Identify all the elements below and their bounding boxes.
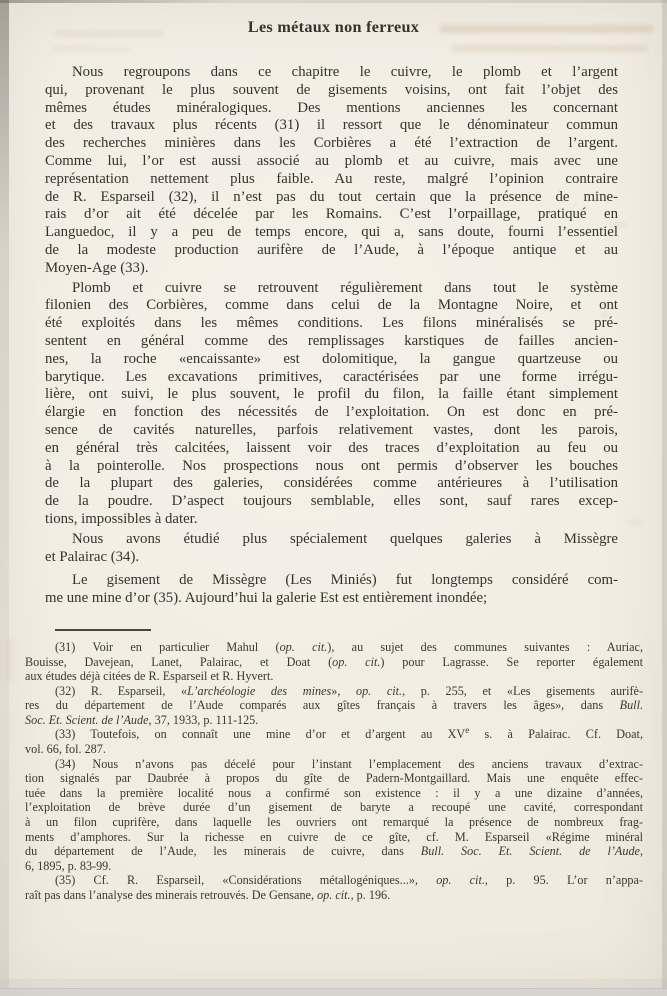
text-line: nes, la roche «encaissante» est dolomitique, la gangue quartzeuse ou — [45, 350, 618, 367]
footnote — [25, 757, 643, 874]
text-line: tion signalés par Daubrée à propos du gîte de Padern-Montgaillard. Mais une enquête effec- — [25, 771, 643, 786]
text-line: res du département de l’Aude comparés aux gîtes français à travers les âges», dans Bull. — [25, 698, 643, 713]
text-line: qui, provenant le plus souvent de gisements voisins, ont fait l’objet des — [45, 81, 618, 98]
paragraph — [45, 280, 618, 529]
text-line: de la poudre. D’aspect toujours semblable, elles sont, sauf rares excep- — [45, 493, 618, 510]
text-line: à la pointerolle. Nos prospections nous ont permis d’observer les bouches — [45, 457, 618, 474]
text-line: barytique. Les excavations primitives, caractérisées par une forme irrégu- — [45, 368, 618, 385]
text-line: des recherches minières dans les Corbières a été l’extraction de l’argent. — [45, 135, 618, 152]
footnote — [25, 727, 643, 756]
text-line: Bouisse, Davejean, Lanet, Palairac, et Doat (op. cit.) pour Lagrasse. Se reporter également — [25, 654, 643, 669]
footnote — [25, 640, 643, 684]
text-line: élargie en fonction des nécessités de l’exploitation. On est donc en pré- — [45, 404, 618, 421]
text-line: et des travaux plus récents (31) il ressort que le dénominateur commun — [45, 117, 618, 134]
text-line: du département de l’Aude, les minerais de cuivre, dans Bull. Soc. Et. Scient. de l’Aude, — [25, 844, 644, 859]
bleedthrough-artifact — [52, 46, 130, 52]
text-line: me une mine d’or (35). Aujourd’hui la galerie Est est entièrement inondée; — [45, 590, 488, 607]
text-line: (32) R. Esparseil, «L’archéologie des mines», op. cit., p. 255, et «Les gisements aurifè- — [55, 683, 644, 698]
footnote — [25, 873, 643, 902]
text-line: l’exploitation de brève durée d’un gisement de baryte a recoupé une cavité, correspondant — [25, 800, 643, 815]
scanner-strip-bottom — [0, 988, 667, 996]
page-edge-shadow-bottom — [0, 979, 667, 988]
page-edge-shadow-top — [0, 0, 667, 3]
text-line: (33) Toutefois, on connaît une mine d’or et d’argent au XVe s. à Palairac. Cf. Doat, — [55, 725, 643, 742]
text-line: sence de cavités naturelles, parfois relativement vastes, dont les parois, — [45, 421, 618, 438]
text-line: Nous avons étudié plus spécialement quelques galeries à Missègre — [72, 530, 618, 547]
text-line: Nous regroupons dans ce chapitre le cuivre, le plomb et l’argent — [72, 64, 618, 80]
bleedthrough-artifact — [452, 45, 648, 52]
text-line: Le gisement de Missègre (Les Miniés) fut longtemps considéré com- — [72, 572, 618, 589]
text-line: Moyen-Age (33). — [45, 259, 149, 276]
page-edge-shadow-left — [0, 0, 9, 996]
paragraph — [45, 531, 618, 567]
text-line: ments d’amphores. Sur la richesse en cuivre de ce gîte, cf. M. Esparseil «Régime minéral — [25, 829, 643, 844]
footnote-separator-rule — [55, 629, 151, 631]
text-line: Plomb et cuivre se retrouvent régulièrement dans tout le système — [72, 279, 618, 296]
text-line: été exploités dans les mêmes conditions. Les filons minéralisés se pré- — [45, 315, 618, 332]
paragraph — [45, 572, 618, 608]
text-line: (34) Nous n’avons pas décelé pour l’instant l’emplacement des anciens travaux d’extrac- — [55, 756, 643, 771]
text-line: Soc. Et. Scient. de l’Aude, 37, 1933, p. 111-125. — [25, 712, 259, 727]
paragraph — [45, 64, 618, 278]
text-line: rais d’or ait été décelée par les Romains. C’est l’orpaillage, pratiqué en — [45, 206, 618, 223]
page-edge-shadow-right — [662, 0, 667, 996]
text-line: lière, ont suivi, le plus souvent, le profil du filon, la faille étant simplement — [45, 386, 618, 403]
text-line: aux études déjà citées de R. Esparseil et R. Hyvert. — [25, 669, 274, 684]
text-line: de la plupart des galeries, considérées comme antérieures à l’utilisation — [45, 475, 618, 492]
footnote — [25, 684, 643, 728]
text-line: tuée dans la première localité nous a confirmé son existence : il y a une dizaine d’années, — [25, 785, 643, 800]
text-line: et Palairac (34). — [45, 548, 140, 565]
text-line: de R. Esparseil (32), il n’est pas du tout certain que la présence de mine- — [45, 188, 618, 205]
text-line: de la modeste production aurifère de l’Aude, à l’époque antique et au — [45, 241, 618, 258]
bleedthrough-artifact — [6, 640, 14, 682]
text-line: 6, 1895, p. 83-99. — [25, 858, 112, 873]
text-line: raît pas dans l’analyse des minerais retrouvés. De Gensane, op. cit., p. 196. — [25, 888, 391, 902]
text-line: filonien des Corbières, comme dans celui de la Montagne Noire, et ont — [45, 297, 618, 314]
text-line: à un filon cuprifère, dans laquelle les ouvriers ont remarqué la présence de nombreux frag- — [25, 815, 643, 830]
text-line: Comme lui, l’or est aussi associé au plomb et au cuivre, mais avec une — [45, 152, 618, 169]
footnotes-block — [25, 640, 643, 903]
text-line: sentent en général comme des remplissages karstiques de failles ancien- — [45, 332, 618, 349]
bleedthrough-artifact — [628, 520, 644, 525]
body-text-block — [45, 64, 618, 608]
text-line: en général très calcitées, laissent voir des traces d’exploitation au feu ou — [45, 439, 618, 456]
text-line: Languedoc, il y a peu de temps encore, qui a, sans doute, fourni l’essentiel — [45, 224, 618, 241]
text-line: (35) Cf. R. Esparseil, «Considérations métallogéniques...», op. cit., p. 95. L’or n’appa- — [55, 873, 643, 888]
page-title: Les métaux non ferreux — [247, 18, 420, 36]
text-line: représentation nettement plus faible. Au reste, malgré l’opinion contraire — [45, 170, 618, 187]
text-line: (31) Voir en particulier Mahul (op. cit.), au sujet des communes suivantes : Auriac, — [55, 639, 644, 654]
text-line: tions, impossibles à dater. — [45, 510, 198, 527]
text-line: vol. 66, fol. 287. — [25, 742, 106, 757]
text-line: mêmes études minéralogiques. Des mentions anciennes les concernant — [45, 99, 618, 116]
